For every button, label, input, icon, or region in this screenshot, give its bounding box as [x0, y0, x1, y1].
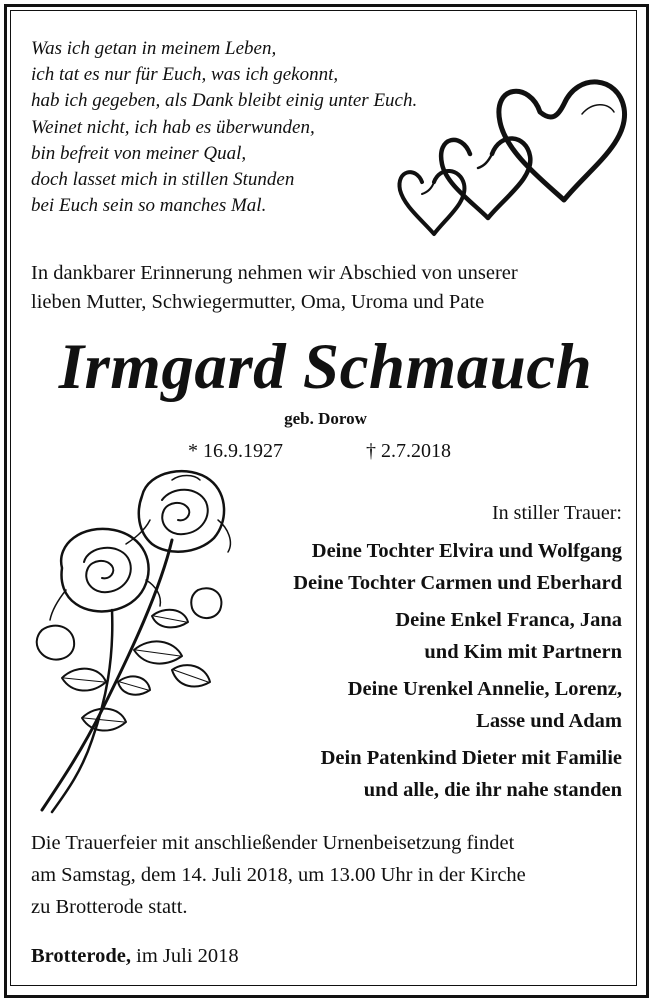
closing-line	[31, 945, 239, 968]
deceased-name: Irmgard Schmauch	[58, 331, 593, 403]
mourners-heading: In stiller Trauer:	[492, 502, 622, 524]
lower-rose	[50, 529, 160, 620]
rose-bud	[37, 626, 74, 660]
death-date: † 2.7.2018	[366, 440, 451, 462]
closing-place: Brotterode,	[31, 945, 132, 967]
mourner-line: Deine Enkel Franca, Jana	[395, 609, 622, 631]
mourner-line: Dein Patenkind Dieter mit Familie	[320, 747, 622, 769]
hearts-illustration	[392, 62, 632, 252]
poem-line: hab ich gegeben, als Dank bleibt einig unter Euch.	[31, 90, 418, 112]
mourners-block	[162, 500, 622, 806]
poem-line: ich tat es nur für Euch, was ich gekonnt,	[31, 64, 339, 86]
mourner-line: Deine Tochter Carmen und Eberhard	[293, 571, 622, 594]
poem-line: bei Euch sein so manches Mal.	[31, 195, 267, 217]
intro-line: lieben Mutter, Schwiegermutter, Oma, Uroma und Pate	[31, 291, 485, 313]
mourner-line: und alle, die ihr nahe standen	[363, 778, 622, 801]
poem-line: doch lasset mich in stillen Stunden	[31, 169, 295, 191]
poem	[31, 36, 417, 219]
service-notice	[31, 827, 526, 923]
mourner-line: Deine Tochter Elvira und Wolfgang	[311, 540, 622, 562]
intro-text	[31, 259, 518, 317]
poem-line: bin befreit von meiner Qual,	[31, 142, 247, 164]
service-line: zu Brotterode statt.	[31, 896, 188, 918]
small-heart	[399, 171, 464, 234]
service-line: Die Trauerfeier mit anschließender Urnenbeisetzung findet	[31, 832, 515, 854]
poem-line: Weinet nicht, ich hab es überwunden,	[31, 116, 315, 138]
mourner-line: Deine Urenkel Annelie, Lorenz,	[347, 678, 622, 700]
poem-line: Was ich getan in meinem Leben,	[31, 38, 277, 59]
mourner-line: und Kim mit Partnern	[424, 640, 622, 663]
closing-date: im Juli 2018	[131, 945, 239, 967]
intro-line: In dankbarer Erinnerung nehmen wir Abschied von unserer	[31, 262, 518, 284]
mourner-line: Lasse und Adam	[476, 709, 622, 732]
birth-date: * 16.9.1927	[188, 440, 283, 462]
service-line: am Samstag, dem 14. Juli 2018, um 13.00 Uhr in der Kirche	[31, 864, 526, 886]
maiden-name: geb. Dorow	[284, 409, 367, 428]
